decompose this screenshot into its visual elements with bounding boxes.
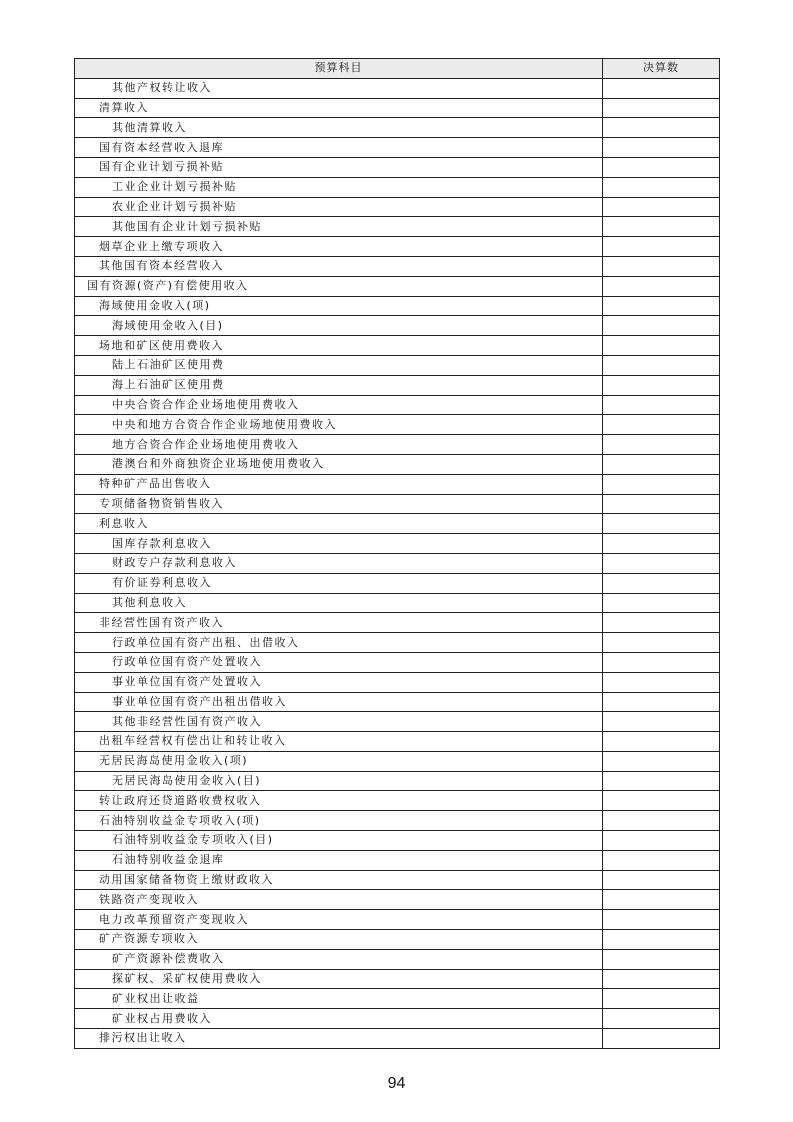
table-row [75,692,720,712]
table-row [75,910,720,930]
budget-item-cell: 行政单位国有资产出租、出借收入 [75,633,603,653]
table-row [75,712,720,732]
table-row [75,256,720,276]
budget-item-cell: 地方合资合作企业场地使用费收入 [75,435,603,455]
table-row [75,197,720,217]
budget-item-cell: 事业单位国有资产处置收入 [75,672,603,692]
budget-item-cell: 国有资源(资产)有偿使用收入 [75,276,603,296]
table-row [75,435,720,455]
final-amount-cell [603,197,720,217]
table-row [75,633,720,653]
table-body [75,78,720,1048]
budget-item-cell: 其他产权转让收入 [75,78,603,98]
final-amount-cell [603,336,720,356]
final-amount-cell [603,1029,720,1049]
budget-item-cell: 农业企业计划亏损补贴 [75,197,603,217]
final-amount-cell [603,415,720,435]
table-row [75,514,720,534]
final-amount-cell [603,454,720,474]
table-row [75,652,720,672]
budget-item-cell: 其他清算收入 [75,118,603,138]
final-amount-cell [603,930,720,950]
final-amount-cell [603,791,720,811]
budget-item-cell: 出租车经营权有偿出让和转让收入 [75,732,603,752]
table-row [75,791,720,811]
final-amount-cell [603,395,720,415]
budget-item-cell: 其他非经营性国有资产收入 [75,712,603,732]
budget-item-cell: 电力改革预留资产变现收入 [75,910,603,930]
header-budget-item: 预算科目 [75,59,603,79]
table-row [75,157,720,177]
final-amount-cell [603,613,720,633]
table-row [75,811,720,831]
table-row [75,78,720,98]
table-row [75,1009,720,1029]
budget-item-cell: 海域使用金收入(目) [75,316,603,336]
final-amount-cell [603,316,720,336]
budget-item-cell: 国有企业计划亏损补贴 [75,157,603,177]
table-row [75,850,720,870]
table-row [75,276,720,296]
final-amount-cell [603,514,720,534]
budget-item-cell: 动用国家储备物资上缴财政收入 [75,870,603,890]
table-row [75,474,720,494]
final-amount-cell [603,237,720,257]
final-amount-cell [603,712,720,732]
table-header-row [75,59,720,79]
final-amount-cell [603,573,720,593]
budget-item-cell: 探矿权、采矿权使用费收入 [75,969,603,989]
table-row [75,534,720,554]
budget-item-cell: 矿业权占用费收入 [75,1009,603,1029]
table-row [75,593,720,613]
budget-item-cell: 特种矿产品出售收入 [75,474,603,494]
table-row [75,989,720,1009]
budget-item-cell: 专项储备物资销售收入 [75,494,603,514]
table-row [75,1029,720,1049]
final-amount-cell [603,652,720,672]
table-row [75,177,720,197]
final-amount-cell [603,494,720,514]
final-amount-cell [603,355,720,375]
final-amount-cell [603,969,720,989]
final-amount-cell [603,553,720,573]
budget-item-cell: 场地和矿区使用费收入 [75,336,603,356]
budget-item-cell: 国库存款利息收入 [75,534,603,554]
budget-item-cell: 铁路资产变现收入 [75,890,603,910]
final-amount-cell [603,870,720,890]
final-amount-cell [603,296,720,316]
table-row [75,613,720,633]
table-row [75,870,720,890]
final-amount-cell [603,276,720,296]
table-row [75,454,720,474]
table-row [75,98,720,118]
final-amount-cell [603,256,720,276]
final-amount-cell [603,98,720,118]
budget-table-container [74,58,719,1049]
budget-item-cell: 中央合资合作企业场地使用费收入 [75,395,603,415]
table-row [75,375,720,395]
budget-item-cell: 石油特别收益金退库 [75,850,603,870]
final-amount-cell [603,534,720,554]
final-amount-cell [603,474,720,494]
table-row [75,573,720,593]
budget-item-cell: 烟草企业上缴专项收入 [75,237,603,257]
table-row [75,395,720,415]
table-row [75,890,720,910]
table-row [75,930,720,950]
final-amount-cell [603,633,720,653]
final-amount-cell [603,910,720,930]
budget-item-cell: 转让政府还贷道路收费权收入 [75,791,603,811]
table-row [75,771,720,791]
final-amount-cell [603,850,720,870]
final-amount-cell [603,732,720,752]
budget-item-cell: 矿业权出让收益 [75,989,603,1009]
page-number: 94 [387,1075,406,1092]
final-amount-cell [603,157,720,177]
budget-item-cell: 海上石油矿区使用费 [75,375,603,395]
budget-item-cell: 中央和地方合资合作企业场地使用费收入 [75,415,603,435]
budget-item-cell: 国有资本经营收入退库 [75,138,603,158]
budget-item-cell: 行政单位国有资产处置收入 [75,652,603,672]
table-row [75,237,720,257]
budget-item-cell: 港澳台和外商独资企业场地使用费收入 [75,454,603,474]
final-amount-cell [603,989,720,1009]
budget-item-cell: 事业单位国有资产出租出借收入 [75,692,603,712]
budget-item-cell: 矿产资源专项收入 [75,930,603,950]
table-row [75,672,720,692]
final-amount-cell [603,949,720,969]
final-amount-cell [603,672,720,692]
final-amount-cell [603,375,720,395]
final-amount-cell [603,118,720,138]
final-amount-cell [603,435,720,455]
final-amount-cell [603,771,720,791]
final-amount-cell [603,811,720,831]
budget-item-cell: 清算收入 [75,98,603,118]
budget-item-cell: 利息收入 [75,514,603,534]
budget-item-cell: 其他国有资本经营收入 [75,256,603,276]
table-row [75,336,720,356]
budget-item-cell: 有价证券利息收入 [75,573,603,593]
final-amount-cell [603,890,720,910]
budget-table [74,58,720,1049]
table-row [75,138,720,158]
table-row [75,355,720,375]
final-amount-cell [603,593,720,613]
table-row [75,494,720,514]
table-row [75,553,720,573]
table-row [75,118,720,138]
budget-item-cell: 矿产资源补偿费收入 [75,949,603,969]
header-final-amount: 决算数 [603,59,720,79]
table-row [75,316,720,336]
table-row [75,415,720,435]
final-amount-cell [603,692,720,712]
budget-item-cell: 财政专户存款利息收入 [75,553,603,573]
table-row [75,831,720,851]
table-row [75,217,720,237]
table-row [75,732,720,752]
budget-item-cell: 其他国有企业计划亏损补贴 [75,217,603,237]
budget-item-cell: 工业企业计划亏损补贴 [75,177,603,197]
budget-item-cell: 石油特别收益金专项收入(项) [75,811,603,831]
table-row [75,296,720,316]
budget-item-cell: 其他利息收入 [75,593,603,613]
budget-item-cell: 无居民海岛使用金收入(项) [75,751,603,771]
final-amount-cell [603,217,720,237]
budget-item-cell: 石油特别收益金专项收入(目) [75,831,603,851]
final-amount-cell [603,751,720,771]
budget-item-cell: 海域使用金收入(项) [75,296,603,316]
budget-item-cell: 排污权出让收入 [75,1029,603,1049]
table-row [75,751,720,771]
table-row [75,969,720,989]
budget-item-cell: 非经营性国有资产收入 [75,613,603,633]
final-amount-cell [603,78,720,98]
final-amount-cell [603,177,720,197]
final-amount-cell [603,138,720,158]
final-amount-cell [603,1009,720,1029]
table-row [75,949,720,969]
budget-item-cell: 陆上石油矿区使用费 [75,355,603,375]
budget-item-cell: 无居民海岛使用金收入(目) [75,771,603,791]
final-amount-cell [603,831,720,851]
